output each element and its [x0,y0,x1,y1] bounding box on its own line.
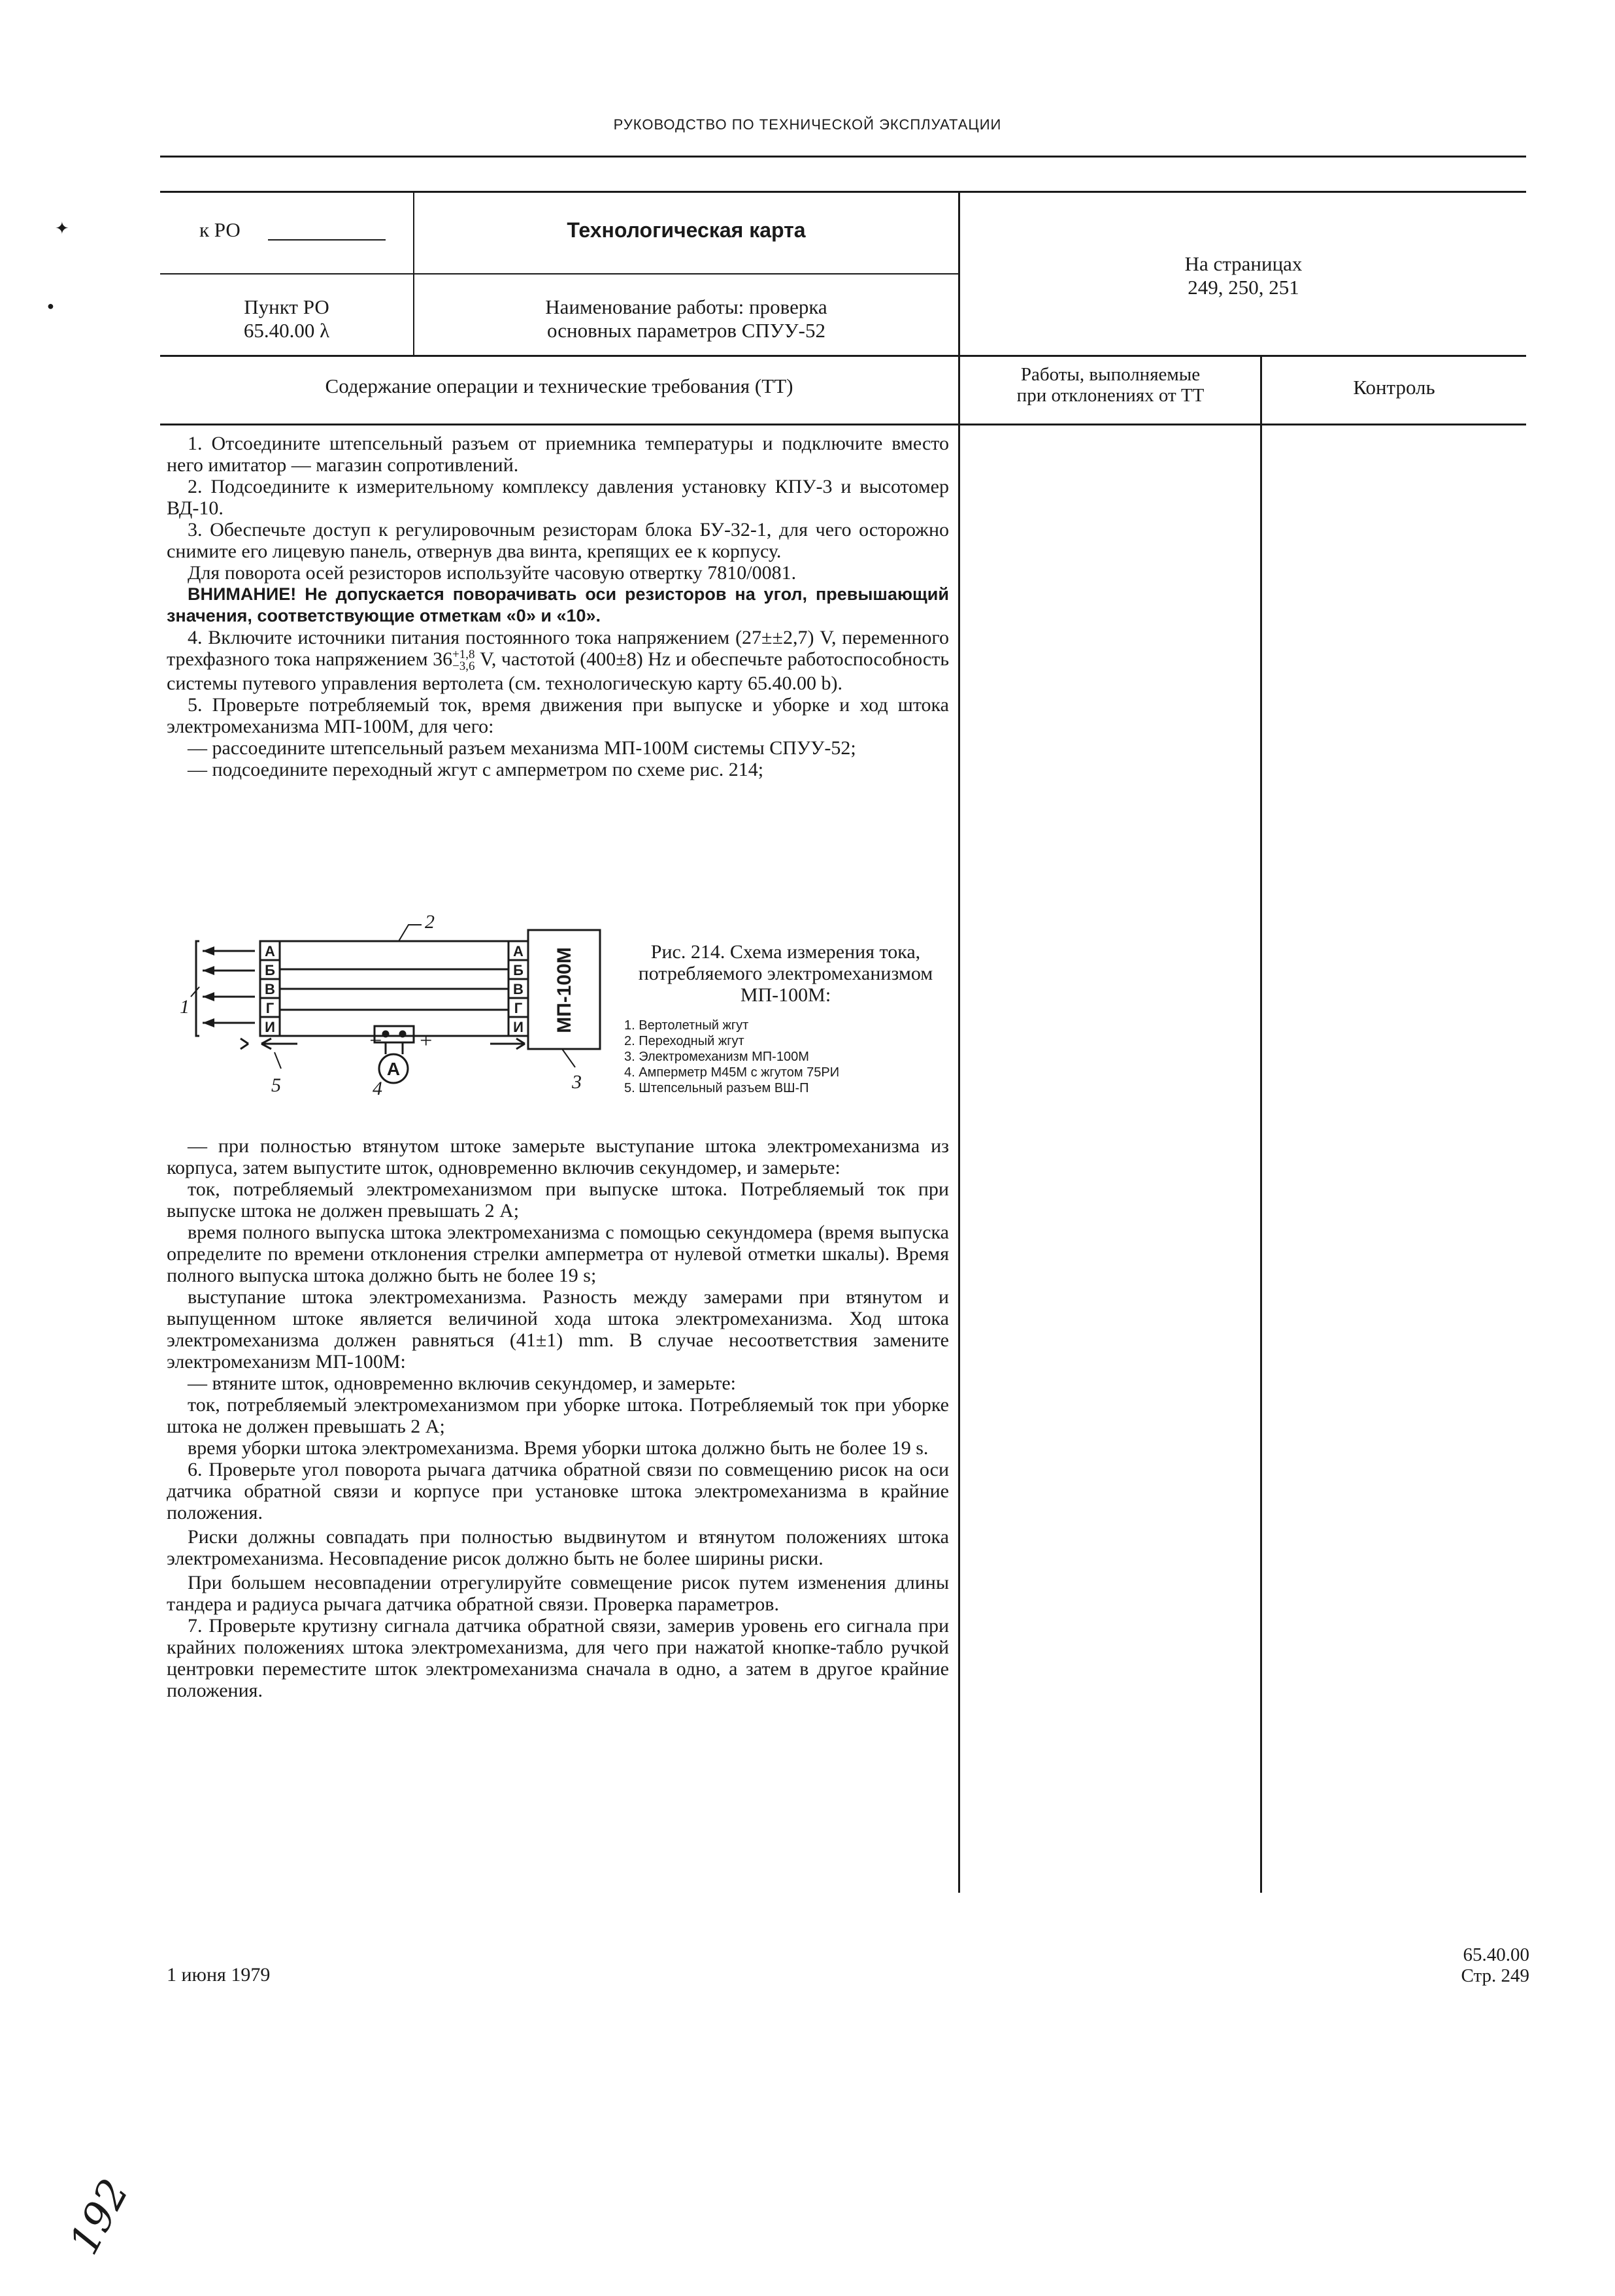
legend-item: 1. Вертолетный жгут [624,1018,749,1033]
callout-2: 2 [425,911,435,933]
step-5-b: — подсоедините переходный жгут с амперметром по схеме рис. 214; [188,759,764,781]
para: ток, потребляемый электромеханизмом при выпуске штока. Потребляемый ток при выпуске штока не должен превышать 2 А; [167,1178,949,1222]
pages-label: На страницах [1184,252,1303,275]
issue-date: 1 июня 1979 [167,1964,271,1986]
running-header: РУКОВОДСТВО ПО ТЕХНИЧЕСКОЙ ЭКСПЛУАТАЦИИ [613,116,1002,133]
callout-1: 1 [180,996,190,1018]
para: выступание штока электромеханизма. Разность между замерами при втянутом и выпущенном штоке является величиной хода штока электромеханизма. Ход штока электромеханизма должен равняться (41±1) mm. В случае несоответствия замените электромеханизм МП-100М: [167,1286,949,1373]
margin-mark: ● [47,299,54,312]
header-rule [160,156,1526,158]
right-pin-b: Б [513,962,524,978]
measurement-text [167,1135,949,1701]
right-pin-v: В [513,981,524,997]
ammeter-minus: − [368,1029,383,1053]
page-number: Стр. 249 [1461,1965,1529,1986]
left-pin-b: Б [265,962,275,978]
left-pin-i: И [265,1019,275,1035]
col-header-control: Контроль [1353,376,1435,399]
figure-caption: Рис. 214. Схема измерения тока, потребляемого электромеханизмом МП-100М: [638,941,933,1006]
step-3: 3. Обеспечьте доступ к регулировочным резисторам блока БУ-32-1, для чего осторожно снимите его лицевую панель, отвернув два винта, крепящих ее к корпусу. [167,519,949,562]
margin-mark: ✦ [55,219,69,238]
work-name: Наименование работы: проверка основных параметров СПУУ-52 [545,295,827,342]
step-7: 7. Проверьте крутизну сигнала датчика обратной связи, замерив уровень его сигнала при крайних положениях штока электромеханизма, для чего при нажатой кнопке-табло ручкой центровки переместите шток электромеханизма сначала в одно, а затем в другое крайние положения. [167,1615,949,1701]
right-pin-a: А [513,943,524,959]
para: ток, потребляемый электромеханизмом при уборке штока. Потребляемый ток при уборке штока не должен превышать 2 А; [167,1394,949,1437]
legend-item: 5. Штепсельный разъем ВШ-П [624,1081,809,1095]
para: — при полностью втянутом штоке замерьте выступание штока электромеханизма из корпуса, затем выпустите шток, одновременно включив секундомер, и замерьте: [167,1135,949,1178]
step-6: 6. Проверьте угол поворота рычага датчика обратной связи по совмещению рисок на оси датчика обратной связи и корпусе при установке штока электромеханизма в крайние положения. [167,1459,949,1523]
para: Риски должны совпадать при полностью выдвинутом и втянутом положениях штока электромеханизма. Несовпадение рисок должно быть не более ширины риски. [167,1526,949,1569]
right-pin-i: И [513,1019,524,1035]
left-pin-v: В [265,981,275,997]
callout-5: 5 [271,1074,281,1096]
left-pin-a: А [265,943,275,959]
item-value: 65.40.00 λ [243,319,330,342]
wiring-diagram [163,905,621,1114]
legend-item: 3. Электромеханизм МП-100М [624,1050,809,1064]
figure-legend [624,1018,951,1096]
ammeter-label: A [386,1059,401,1079]
callout-3: 3 [572,1071,582,1093]
ref-blank-line [268,239,386,241]
col-header-deviation: Работы, выполняемые при отклонениях от ТТ [1016,364,1205,406]
warning-text: ВНИМАНИЕ! Не допускается поворачивать оси резисторов на угол, превышающий значения, соответствующие отметкам «0» и «10». [167,584,949,625]
right-pin-g: Г [514,1000,523,1016]
para: время уборки штока электромеханизма. Время уборки штока должно быть не более 19 s. [188,1437,929,1459]
para: При большем несовпадении отрегулируйте совмещение рисок путем изменения длины тандера и радиуса рычага датчика обратной связи. Проверка параметров. [167,1572,949,1615]
section-code: 65.40.00 [1463,1944,1529,1965]
pages-block [961,252,1526,299]
header-bottom-rule [160,355,1526,357]
legend-item: 2. Переходный жгут [624,1034,744,1048]
device-label: МП-100М [554,947,575,1033]
para: время полного выпуска штока электромеханизма с помощью секундомера (время выпуска определите по времени отклонения стрелки амперметра от нулевой отметки шкалы). Время полного выпуска штока должно быть не более 19 s; [167,1222,949,1286]
step-1: 1. Отсоедините штепсельный разъем от приемника температуры и подключите вместо него имитатор — магазин сопротивлений. [167,433,949,476]
ammeter-plus: + [418,1029,433,1053]
callout-4: 4 [373,1078,382,1099]
step-2: 2. Подсоедините к измерительному комплексу давления установку КПУ-3 и высотомер ВД-10. [167,476,949,519]
step-5: 5. Проверьте потребляемый ток, время движения при выпуске и уборке и ход штока электромеханизма МП-100М, для чего: [167,694,949,738]
ref-label: к РО [199,218,241,241]
card-title: Технологическая карта [567,218,806,242]
legend-item: 4. Амперметр М45М с жгутом 75РИ [624,1065,840,1080]
left-pin-g: Г [265,1000,275,1016]
col-divider-2 [958,191,960,1893]
handwritten-number: 192 [59,2171,139,2262]
col-header-content: Содержание операции и технические требования (ТТ) [325,374,793,397]
pages-value: 249, 250, 251 [1188,276,1299,299]
step-4: 4. Включите источники питания постоянного тока напряжением (27±±2,7) V, переменного трехфазного тока напряжением 36 +1,8 −3,6 V, частотой (400±8) Hz и обеспечьте работоспособность системы путевого управления вертолета (см. технологическую карту 65.40.00 b). [167,627,949,695]
col-divider-3 [1260,355,1262,1893]
column-header-rule [160,424,1526,425]
table-top-rule [160,191,1526,193]
card-row-divider [160,273,959,275]
operation-text [167,433,949,780]
para: — втяните шток, одновременно включив секундомер, и замерьте: [188,1373,737,1394]
step-5-a: — рассоедините штепсельный разъем механизма МП-100М системы СПУУ-52; [188,737,856,759]
footer-code-block [1392,1944,1529,1986]
item-label: Пункт РО [244,295,329,318]
step-3-note: Для поворота осей резисторов используйте часовую отвертку 7810/0081. [188,562,797,584]
item-block [160,295,413,342]
